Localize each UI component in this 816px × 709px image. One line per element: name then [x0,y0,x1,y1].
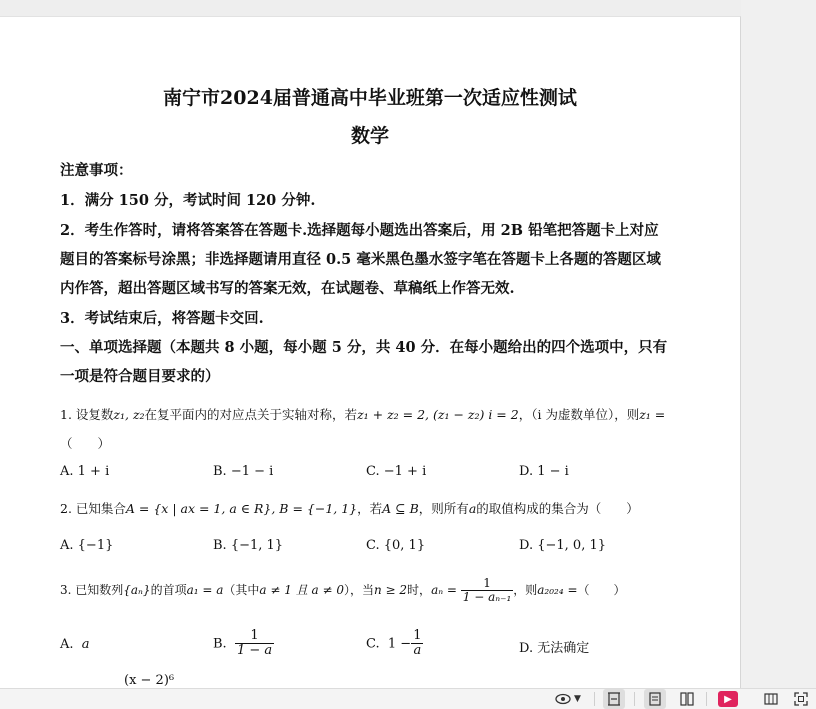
q3-option-b-label: B. [213,636,227,652]
q3-text-f: ，则 [513,583,538,598]
columns-icon[interactable] [760,689,782,709]
question-4-partial: (x − 2)⁶ [124,673,175,688]
q2-subset: A ⊆ B [382,501,419,516]
q3-option-d: D. 无法确定 [519,641,590,656]
q1-option-c: C. −1 + i [366,464,427,479]
question-3-stem [60,577,626,604]
question-1-stem [60,405,665,423]
notice-line-1: 1．满分 150 分，考试时间 120 分钟. [60,192,316,209]
q1-vars: z₁, z₂ [113,407,145,422]
q3-option-a-label: A. [60,637,74,652]
q1-option-b: B. −1 − i [213,464,274,479]
toolbar-divider [706,692,707,706]
question-1-blank: （ ） [60,436,111,451]
single-page-icon[interactable] [644,689,666,709]
q3-option-c-den: a [413,643,422,659]
document-page [0,16,741,689]
viewer-toolbar [0,688,816,709]
q3-option-c-prefix: 1 − [387,636,412,652]
fit-width-icon[interactable] [603,689,625,709]
q3-option-b [213,629,274,659]
q3-option-c-label: C. [366,636,380,652]
notice-line-3: 题目的答案标号涂黑；非选择题请用直径 0.5 毫米黑色墨水签字笔在答题卡上各题的答题区域 [60,251,661,268]
q3-text-a: 3. 已知数列 [60,583,124,598]
page-gutter [741,0,816,688]
eye-icon[interactable] [550,689,586,709]
q2-text-c: ，则所有 [418,501,469,516]
toolbar-divider [634,692,635,706]
q2-option-b: B. {−1, 1} [213,538,284,553]
q3-recurrence-fraction [461,577,513,604]
q3-first-term: a₁ = a [186,583,224,598]
q3-option-c-num: 1 [413,628,422,643]
q2-text-a: 2. 已知集合 [60,501,126,516]
q3-text-d: ），当 [343,583,374,598]
q3-option-c-fraction [411,629,423,659]
q1-text-c: ，（i 为虚数单位），则 [518,407,640,422]
q2-text-d: 的取值构成的集合为（ ） [476,501,639,516]
q1-target: z₁ = [639,407,666,422]
q3-option-c [366,629,423,659]
q1-text-a: 1. 设复数 [60,407,114,422]
q2-var: a [468,501,477,516]
q3-target: a₂₀₂₄ = [537,583,578,598]
notice-heading: 注意事项： [60,162,133,179]
q3-blank: （ ） [577,583,626,598]
q2-equation: A = {x | ax = 1, a ∈ R}, B = {−1, 1} [125,501,358,516]
q2-option-a: A. {−1} [60,538,114,553]
q3-option-b-fraction [235,629,274,659]
play-icon[interactable]: ▶ [718,691,738,707]
document-title: 南宁市2024届普通高中毕业班第一次适应性测试 [163,87,577,109]
section-heading-line-2: 一项是符合题目要求的） [60,368,220,385]
q3-option-a-value: a [81,637,90,652]
q3-option-b-num: 1 [235,629,274,644]
q1-option-d: D. 1 − i [519,464,569,479]
q3-n-condition: n ≥ 2 [374,583,408,598]
fullscreen-icon[interactable] [790,689,812,709]
q3-condition: a ≠ 1 且 a ≠ 0 [259,583,344,598]
q3-sequence: {aₙ} [123,583,151,598]
q3-text-e: 时， [407,583,432,598]
q2-option-c: C. {0, 1} [366,538,426,553]
q2-text-b: ，若 [357,501,383,516]
section-heading-line-1: 一、单项选择题（本题共 8 小题，每小题 5 分，共 40 分．在每小题给出的四个选项中，只有 [60,339,668,356]
q1-option-a: A. 1 + i [60,464,110,479]
q3-frac-den: 1 − aₙ₋₁ [462,590,512,605]
notice-line-5: 3．考试结束后，将答题卡交回. [60,310,264,327]
notice-line-4: 内作答，超出答题区域书写的答案无效，在试题卷、草稿纸上作答无效. [60,280,515,297]
two-page-icon[interactable] [676,689,698,709]
q3-text-c: （其中 [223,583,260,598]
q3-option-b-den: 1 − a [236,643,273,659]
q3-text-b: 的首项 [150,583,187,598]
q2-option-d: D. {−1, 0, 1} [519,538,607,553]
q3-recurrence-lhs: aₙ = [431,583,457,598]
q1-equation: z₁ + z₂ = 2, (z₁ − z₂) i = 2 [357,407,519,422]
q3-frac-num: 1 [461,577,513,591]
q3-option-a [60,637,90,652]
document-subject: 数学 [350,125,389,147]
notice-line-2: 2．考生作答时，请将答案答在答题卡.选择题每小题选出答案后，用 2B 铅笔把答题卡上对应 [60,222,659,239]
question-2-stem [60,499,639,517]
q1-text-b: 在复平面内的对应点关于实轴对称，若 [144,407,358,422]
toolbar-divider [594,692,595,706]
chevron-down-icon: ▼ [574,694,581,704]
